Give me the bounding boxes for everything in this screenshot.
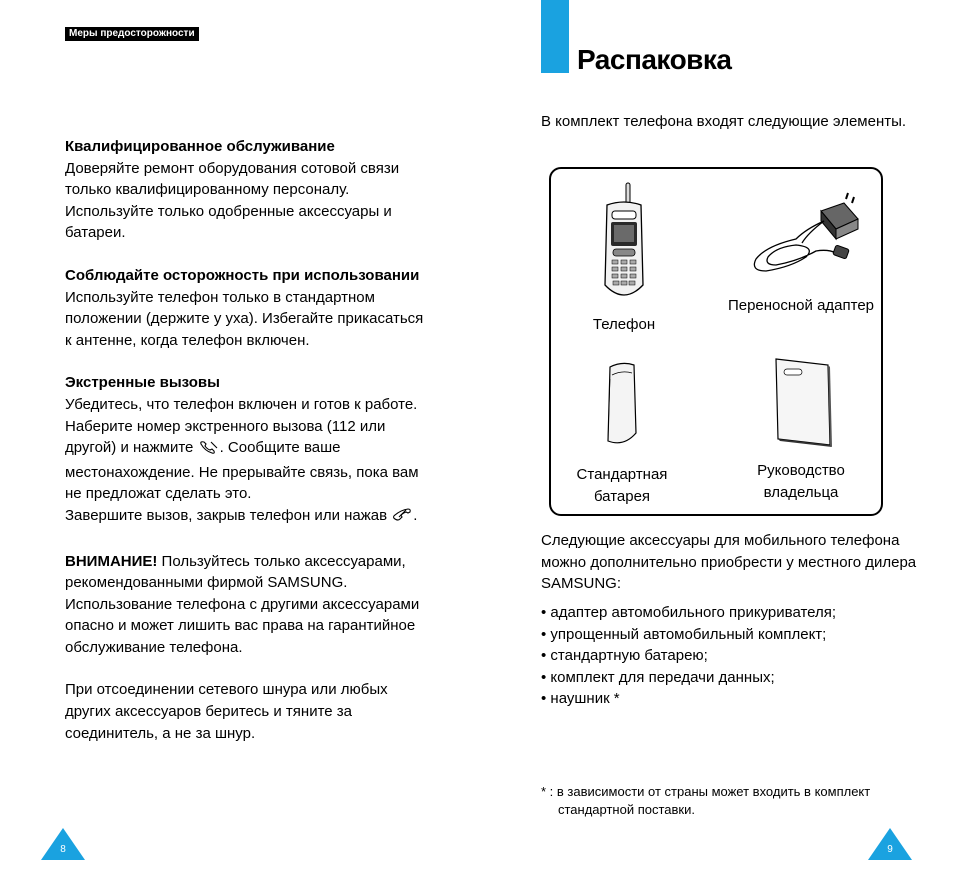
item-adapter [721,191,881,317]
body-line: SAMSUNG: [541,575,622,593]
body-line: Доверяйте ремонт оборудования сотовой связи [65,159,400,177]
body-line: Следующие аксессуары для мобильного телефона [541,532,900,549]
item-label: батарея [593,488,651,505]
title-accent-bar [541,0,569,73]
body-text: . [413,506,418,524]
page-number-badge-right [868,828,912,860]
body-line: Убедитесь, что телефон включен и готов к работе. [65,395,418,413]
page-number: 8 [60,844,66,855]
body-line [65,437,425,462]
phone-illustration [599,181,649,307]
body-line: опасно и может лишить вас права на гарантийное [65,617,416,635]
body-line: соединитель, а не за шнур. [65,724,256,742]
item-phone [579,181,669,336]
list-item: • комплект для передачи данных; [541,668,775,686]
body-line: не предложат сделать это. [65,485,252,503]
list-item: • упрощенный автомобильный комплект; [541,625,827,643]
item-manual [731,355,871,504]
item-label: Руководство [757,462,845,479]
closing-paragraph [65,679,425,744]
package-contents-box [549,167,883,516]
body-line: Используйте только одобренные аксессуары и [65,202,392,220]
body-line: только квалифицированному персоналу. [65,181,350,199]
section-heading: Квалифицированное обслуживание [65,138,335,155]
send-key-icon [198,439,220,462]
body-text: . Сообщите ваше [219,439,341,457]
body-line: можно дополнительно приобрести у местного дилера [541,553,917,571]
list-item: • наушник * [541,690,620,708]
manual-illustration [766,355,836,447]
list-item: • стандартную батарею; [541,647,708,665]
item-battery [567,359,677,508]
item-label: Стандартная [576,466,668,483]
body-line: местонахождение. Не прерывайте связь, пока вам [65,463,419,481]
body-line [65,505,425,530]
item-label: Переносной адаптер [727,297,875,314]
page-number-badge-left [41,828,85,860]
body-line: к антенне, когда телефон включен. [65,331,310,349]
left-page-content [65,136,425,744]
section-emergency-calls [65,372,425,529]
page-number: 9 [887,844,893,855]
body-line: Наберите номер экстренного вызова (112 или [65,417,386,435]
body-text: Завершите вызов, закрыв телефон или нажав [65,506,392,524]
section-qualified-service [65,136,425,244]
warning-block [65,551,425,659]
accessories-list [541,602,836,710]
footnote [541,783,870,819]
optional-accessories-intro [541,530,917,595]
body-line: батареи. [65,224,126,242]
section-heading: Экстренные вызовы [65,374,220,392]
adapter-illustration [736,191,866,283]
item-label: Телефон [592,316,656,333]
body-line: При отсоединении сетевого шнура или любых [65,681,388,699]
list-item: • адаптер автомобильного прикуривателя; [541,604,837,621]
body-line: рекомендованными фирмой SAMSUNG. [65,574,348,592]
section-heading: Соблюдайте осторожность при использовании [65,266,420,284]
section-header-tag: Меры предосторожности [65,27,199,41]
warning-label: ВНИМАНИЕ! [65,552,158,570]
item-label: владельца [763,484,839,501]
body-text: Пользуйтесь только аксессуарами, [157,552,406,570]
body-line: обслуживание телефона. [65,638,243,656]
end-key-icon [391,507,413,530]
footnote-line: * : в зависимости от страны может входить в комплект [541,784,871,799]
section-careful-use [65,265,425,351]
intro-text: В комплект телефона входят следующие элементы. [541,113,907,130]
body-line [65,551,425,573]
body-line: Использование телефона с другими аксессуарами [65,595,420,613]
footnote-line: стандартной поставки. [558,802,695,817]
battery-illustration [600,359,644,449]
body-line: Используйте телефон только в стандартном [65,288,375,306]
body-line: положении (держите у уха). Избегайте прикасаться [65,310,424,328]
page-title: Распаковка [577,44,732,75]
body-text: другой) и нажмите [65,439,198,457]
body-line: других аксессуаров беритесь и тяните за [65,703,352,721]
